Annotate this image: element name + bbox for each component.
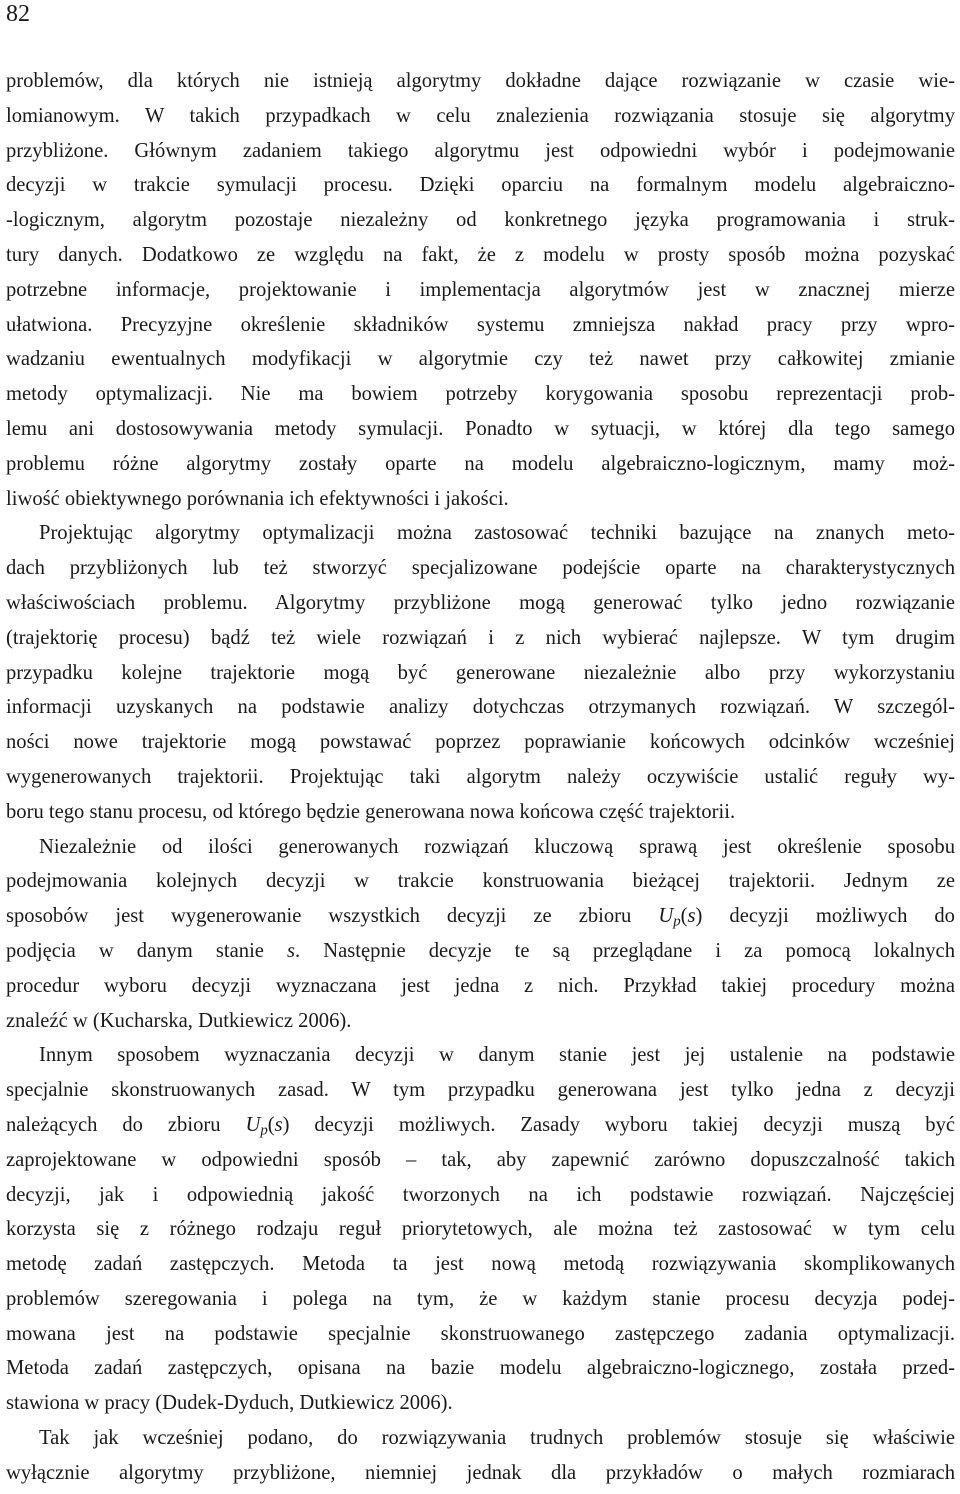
- math-paren: ): [282, 1113, 290, 1136]
- text-line: [6, 934, 955, 969]
- text-line: problemu różne algorytmy zostały oparte na modelu algebraiczno-logicznym, mamy moż-: [6, 452, 955, 475]
- text-line: wygenerowanych trajektorii. Projektując taki algorytm należy oczywiście ustalić reguły wy-: [6, 765, 955, 788]
- text-line: [6, 899, 955, 934]
- text-line: przybliżone. Głównym zadaniem takiego algorytmu jest odpowiedni wybór i podejmowanie: [6, 139, 955, 162]
- math-subscript: p: [673, 913, 681, 930]
- text-line: podejmowania kolejnych decyzji w trakcie konstruowania bieżącej trajektorii. Jednym ze: [6, 870, 955, 893]
- text-line: wyłącznie algorytmy przybliżone, niemniej jednak dla przykładów o małych rozmiarach: [6, 1461, 955, 1484]
- text-line: Tak jak wcześniej podano, do rozwiązywania trudnych problemów stosuje się właściwie: [39, 1427, 955, 1450]
- math-paren: (: [267, 1113, 275, 1136]
- body-text: [6, 64, 955, 1491]
- text-line: właściwościach problemu. Algorytmy przybliżone mogą generować tylko jedno rozwiązanie: [6, 591, 955, 614]
- text-line: [6, 1108, 955, 1143]
- text-line: problemów szeregowania i polega na tym, że w każdym stanie procesu decyzja podej-: [6, 1287, 955, 1310]
- text-line: Metoda zadań zastępczych, opisana na bazie modelu algebraiczno-logicznego, została przed-: [6, 1357, 955, 1380]
- text-line: decyzji, jak i odpowiednią jakość tworzonych na ich podstawie rozwiązań. Najczęściej: [6, 1183, 955, 1206]
- text-line: przypadku kolejne trajektorie mogą być generowane niezależnie albo przy wykorzystaniu: [6, 661, 955, 684]
- text-line: lemu ani dostosowywania metody symulacji. Ponadto w sytuacji, w której dla tego samego: [6, 417, 955, 440]
- text-segment: należących do zbioru: [6, 1113, 246, 1136]
- text-line: liwość obiektywnego porównania ich efektywności i jakości.: [6, 487, 509, 510]
- text-line: potrzebne informacje, projektowanie i implementacja algorytmów jest w znacznej mierze: [6, 278, 955, 301]
- text-line: metodę zadań zastępczych. Metoda ta jest nową metodą rozwiązywania skomplikowanych: [6, 1253, 955, 1276]
- text-line: znaleźć w (Kucharska, Dutkiewicz 2006).: [6, 1009, 352, 1032]
- text-segment: decyzji możliwych. Zasady wyboru takiej decyzji muszą być: [289, 1113, 956, 1136]
- math-variable: s: [274, 1113, 283, 1136]
- text-line: ności nowe trajektorie mogą powstawać poprzez poprawianie końcowych odcinków wcześniej: [6, 731, 955, 754]
- text-line: wadzaniu ewentualnych modyfikacji w algorytmie czy też nawet przy całkowitej zmianie: [6, 348, 955, 371]
- text-line: procedur wyboru decyzji wyznaczana jest jedna z nich. Przykład takiej procedury można: [6, 974, 955, 997]
- text-line: boru tego stanu procesu, od którego będzie generowana nowa końcowa część trajektorii.: [6, 800, 736, 823]
- text-line: mowana jest na podstawie specjalnie skonstruowanego zastępczego zadania optymalizacji.: [6, 1322, 955, 1345]
- text-segment: podjęcia w danym stanie: [6, 939, 288, 962]
- math-variable: s: [287, 939, 296, 962]
- text-segment: decyzji możliwych do: [702, 905, 955, 928]
- text-line: Niezależnie od ilości generowanych rozwiązań kluczową sprawą jest określenie sposobu: [39, 835, 955, 858]
- math-subscript: p: [260, 1122, 268, 1139]
- math-variable: s: [687, 905, 696, 928]
- text-segment: sposobów jest wygenerowanie wszystkich decyzji ze zbioru: [6, 905, 659, 928]
- math-symbol: U: [245, 1113, 261, 1136]
- math-symbol: U: [658, 905, 674, 928]
- text-line: korzysta się z różnego rodzaju reguł priorytetowych, ale można też zastosować w tym celu: [6, 1218, 955, 1241]
- text-line: informacji uzyskanych na podstawie analizy dotychczas otrzymanych rozwiązań. W szczegól-: [6, 696, 955, 719]
- text-line: ułatwiona. Precyzyjne określenie składników systemu zmniejsza nakład pracy przy wpro-: [6, 313, 955, 336]
- text-line: metody optymalizacji. Nie ma bowiem potrzeby korygowania sposobu reprezentacji prob-: [6, 383, 955, 406]
- text-line: tury danych. Dodatkowo ze względu na fakt, że z modelu w prosty sposób można pozyskać: [6, 243, 955, 266]
- text-line: problemów, dla których nie istnieją algorytmy dokładne dające rozwiązanie w czasie wie-: [6, 70, 955, 92]
- text-line: lomianowym. W takich przypadkach w celu znalezienia rozwiązania stosuje się algorytmy: [6, 104, 955, 127]
- math-paren: (: [680, 905, 688, 928]
- text-segment: . Następnie decyzje te są przeglądane i za pomocą lokalnych: [295, 939, 955, 962]
- page-number: 82: [6, 1, 30, 27]
- text-line: Projektując algorytmy optymalizacji można zastosować techniki bazujące na znanych meto-: [39, 522, 955, 545]
- text-line: -logicznym, algorytm pozostaje niezależny od konkretnego języka programowania i struk-: [6, 209, 955, 232]
- text-line: (trajektorię procesu) bądź też wiele rozwiązań i z nich wybierać najlepsze. W tym drugim: [6, 626, 955, 649]
- text-line: dach przybliżonych lub też stworzyć specjalizowane podejście oparte na charakterystycznych: [6, 557, 955, 580]
- text-line: specjalnie skonstruowanych zasad. W tym przypadku generowana jest tylko jedna z decyzji: [6, 1079, 955, 1102]
- text-line: decyzji w trakcie symulacji procesu. Dzięki oparciu na formalnym modelu algebraiczno-: [6, 174, 955, 197]
- text-line: zaprojektowane w odpowiedni sposób – tak, aby zapewnić zarówno dopuszczalność takich: [6, 1148, 955, 1171]
- math-paren: ): [695, 905, 703, 928]
- text-line: stawiona w pracy (Dudek-Dyduch, Dutkiewicz 2006).: [6, 1392, 453, 1415]
- text-line: Innym sposobem wyznaczania decyzji w danym stanie jest jej ustalenie na podstawie: [39, 1044, 955, 1067]
